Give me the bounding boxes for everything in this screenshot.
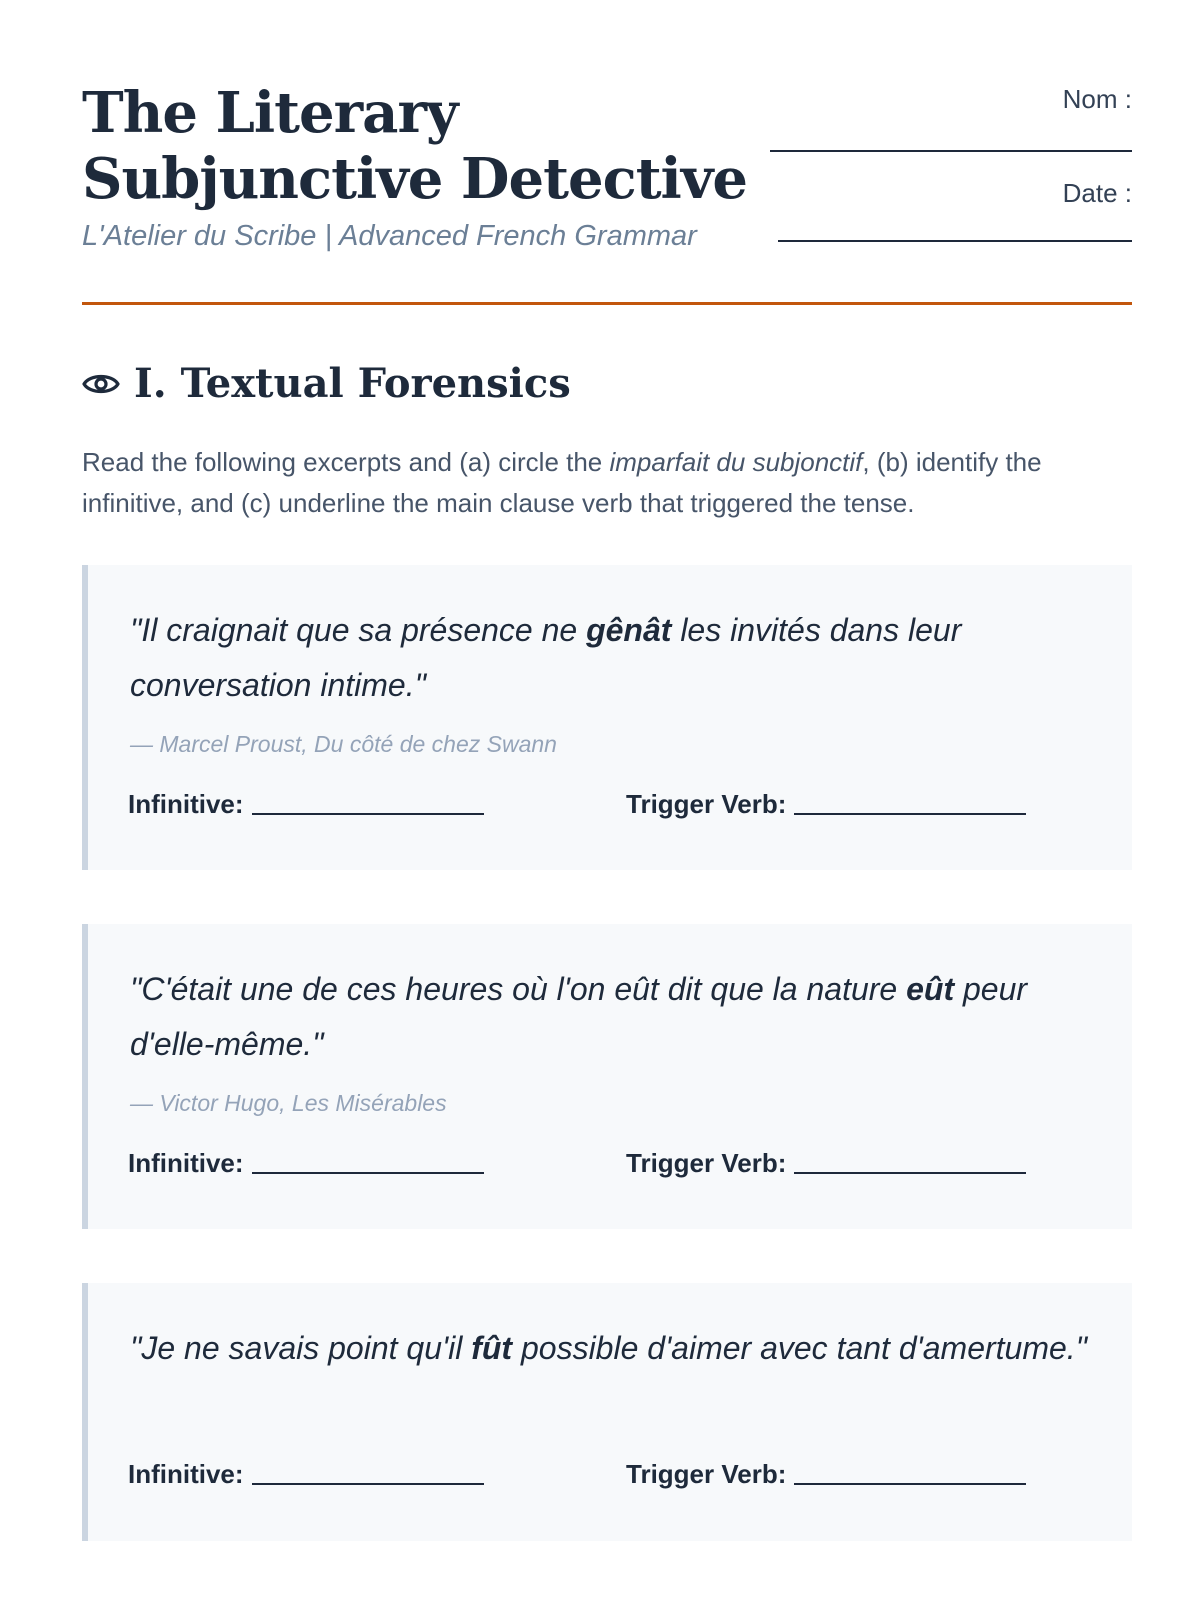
quote-text: "C'était une de ces heures où l'on eût dit que la nature (130, 971, 907, 1007)
trigger-label: Trigger Verb: (626, 1459, 787, 1489)
excerpt-card (82, 924, 1132, 1229)
page-title: The Literary Subjunctive Detective (82, 80, 747, 212)
trigger-answer (626, 1148, 1026, 1179)
trigger-answer (626, 789, 1026, 820)
infinitive-label: Infinitive: (128, 789, 244, 819)
excerpt-quote (130, 603, 1090, 713)
header-divider (82, 302, 1132, 305)
infinitive-blank[interactable] (252, 813, 484, 815)
quote-text-end: peur d'elle-même." (130, 971, 1028, 1062)
excerpt-quote (130, 1321, 1090, 1376)
quote-text-end: les invités dans leur conversation intime." (130, 612, 962, 703)
trigger-blank[interactable] (794, 1172, 1026, 1174)
quote-text: "Je ne savais point qu'il (130, 1330, 472, 1366)
infinitive-blank[interactable] (252, 1172, 484, 1174)
nom-label: Nom : (1062, 84, 1132, 114)
nom-field[interactable] (770, 150, 1132, 152)
section-heading (82, 360, 571, 407)
excerpt-card (82, 1283, 1132, 1541)
instructions-emphasis: imparfait du subjonctif (609, 447, 863, 477)
infinitive-answer (128, 1148, 484, 1179)
infinitive-label: Infinitive: (128, 1148, 244, 1178)
instructions-text-end: , (b) identify the infinitive, and (c) underline the main clause verb that triggered the tense. (82, 447, 1042, 518)
excerpt-attribution: — Victor Hugo, Les Misérables (130, 1090, 447, 1116)
infinitive-label: Infinitive: (128, 1459, 244, 1489)
date-field[interactable] (778, 240, 1132, 242)
excerpt-card (82, 565, 1132, 870)
worksheet-header (82, 80, 1132, 304)
excerpt-quote (130, 962, 1090, 1072)
trigger-label: Trigger Verb: (626, 789, 787, 819)
eye-icon (82, 370, 120, 398)
section-title: I. Textual Forensics (134, 360, 571, 407)
subjunctive-verb[interactable]: fût (471, 1330, 513, 1366)
trigger-label: Trigger Verb: (626, 1148, 787, 1178)
trigger-answer (626, 1459, 1026, 1490)
instructions-text: Read the following excerpts and (a) circle the (82, 447, 610, 477)
instructions (82, 442, 1142, 524)
trigger-blank[interactable] (794, 1483, 1026, 1485)
infinitive-answer (128, 1459, 484, 1490)
date-label: Date : (1062, 178, 1132, 208)
subjunctive-verb[interactable]: gênât (586, 612, 672, 648)
infinitive-answer (128, 789, 484, 820)
excerpt-attribution: — Marcel Proust, Du côté de chez Swann (130, 731, 557, 757)
infinitive-blank[interactable] (252, 1483, 484, 1485)
trigger-blank[interactable] (794, 813, 1026, 815)
quote-text: "Il craignait que sa présence ne (130, 612, 587, 648)
page-subtitle: L'Atelier du Scribe | Advanced French Grammar (82, 220, 697, 252)
quote-text-end: possible d'aimer avec tant d'amertume." (512, 1330, 1088, 1366)
subjunctive-verb[interactable]: eût (906, 971, 955, 1007)
